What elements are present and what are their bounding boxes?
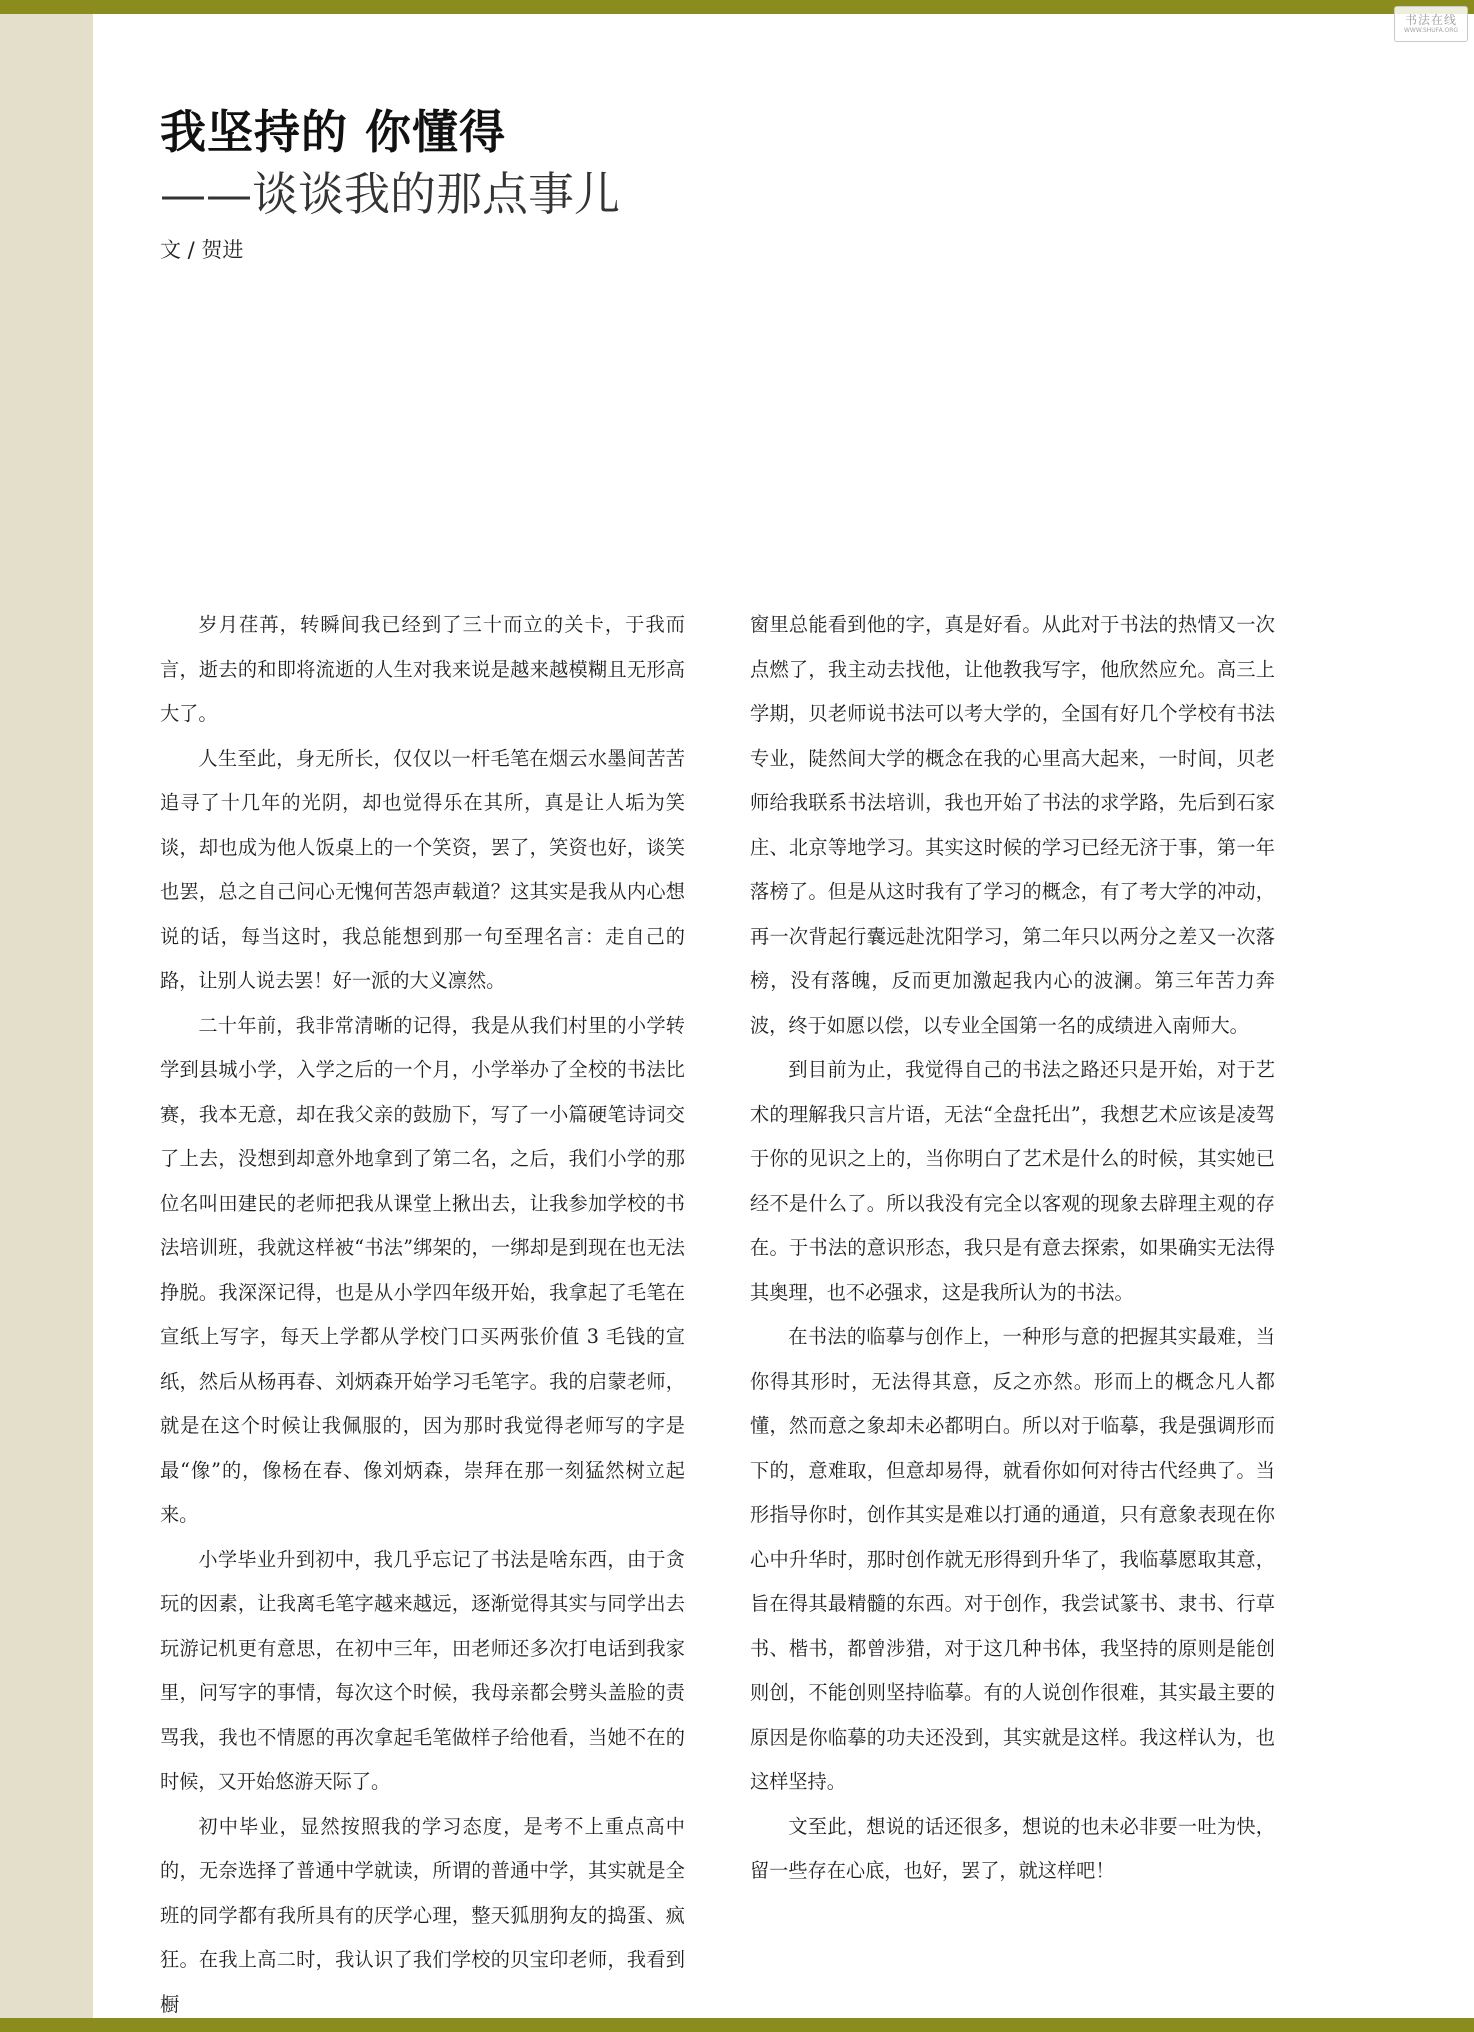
left-margin-strip [0, 14, 93, 2018]
article-title: 我坚持的 你懂得 [160, 105, 507, 159]
top-accent-bar [0, 0, 1474, 14]
paragraph: 文至此，想说的话还很多，想说的也未必非要一吐为快，留一些存在心底，也好，罢了，就这样吧！ [750, 1814, 1275, 1882]
paragraph: 在书法的临摹与创作上，一种形与意的把握其实最难，当你得其形时，无法得其意，反之亦然。形而上的概念凡人都懂，然而意之象却未必都明白。所以对于临摹，我是强调形而下的，意难取，但意却易得，就看你如何对待古代经典了。当形指导你时，创作其实是难以打通的通道，只有意象表现在你心中升华时，那时创作就无形得到升华了，我临摹愿取其意，旨在得其最精髓的东西。对于创作，我尝试篆书、隶书、行草书、楷书，都曾涉猎，对于这几种书体，我坚持的原则是能创则创，不能创则坚持临摹。有的人说创作很难，其实最主要的原因是你临摹的功夫还没到，其实就是这样。我这样认为，也这样坚持。 [750, 1325, 1275, 1793]
paragraph: 小学毕业升到初中，我几乎忘记了书法是啥东西，由于贪玩的因素，让我离毛笔字越来越远，逐渐觉得其实与同学出去玩游记机更有意思，在初中三年，田老师还多次打电话到我家里，问写字的事情，每次这个时候，我母亲都会劈头盖脸的责骂我，我也不情愿的再次拿起毛笔做样子给他看，当她不在的时候，又开始悠游天际了。 [160, 1547, 685, 1793]
watermark-url: WWW.SHUFA.ORG [1403, 27, 1459, 34]
text-column-left [160, 603, 685, 2027]
paragraph: 人生至此，身无所长，仅仅以一杆毛笔在烟云水墨间苦苦追寻了十几年的光阴，却也觉得乐在其所，真是让人垢为笑谈，却也成为他人饭桌上的一个笑资，罢了，笑资也好，谈笑也罢，总之自己问心无愧何苦怨声载道？这其实是我从内心想说的话，每当这时，我总能想到那一句至理名言：走自己的路，让别人说去罢！好一派的大义凛然。 [160, 746, 685, 992]
paragraph: 二十年前，我非常清晰的记得，我是从我们村里的小学转学到县城小学，入学之后的一个月，小学举办了全校的书法比赛，我本无意，却在我父亲的鼓励下，写了一小篇硬笔诗词交了上去，没想到却意外地拿到了第二名，之后，我们小学的那位名叫田建民的老师把我从课堂上揪出去，让我参加学校的书法培训班，我就这样被“书法”绑架的，一绑却是到现在也无法挣脱。我深深记得，也是从小学四年级开始，我拿起了毛笔在宣纸上写字，每天上学都从学校门口买两张价值 3 毛钱的宣纸，然后从杨再春、刘炳森开始学习毛笔字。我的启蒙老师，就是在这个时候让我佩服的，因为那时我觉得老师写的字是最“像”的，像杨在春、像刘炳森，崇拜在那一刻猛然树立起来。 [160, 1013, 685, 1526]
text-column-right [750, 603, 1275, 1894]
watermark-logo-text: 书法在线 [1404, 13, 1457, 27]
paragraph: 岁月荏苒，转瞬间我已经到了三十而立的关卡，于我而言，逝去的和即将流逝的人生对我来说是越来越模糊且无形高大了。 [160, 613, 685, 725]
paragraph: 窗里总能看到他的字，真是好看。从此对于书法的热情又一次点燃了，我主动去找他，让他教我写字，他欣然应允。高三上学期，贝老师说书法可以考大学的，全国有好几个学校有书法专业，陡然间大学的概念在我的心里高大起来，一时间，贝老师给我联系书法培训，我也开始了书法的求学路，先后到石家庄、北京等地学习。其实这时候的学习已经无济于事，第一年落榜了。但是从这时我有了学习的概念，有了考大学的冲动，再一次背起行囊远赴沈阳学习，第二年只以两分之差又一次落榜，没有落魄，反而更加激起我内心的波澜。第三年苦力奔波，终于如愿以偿，以专业全国第一名的成绩进入南师大。 [750, 613, 1275, 1037]
article-author: 文 / 贺进 [160, 238, 244, 262]
article-header [160, 100, 860, 270]
paragraph: 到目前为止，我觉得自己的书法之路还只是开始，对于艺术的理解我只言片语，无法“全盘托出”，我想艺术应该是凌驾于你的见识之上的，当你明白了艺术是什么的时候，其实她已经不是什么了。所以我没有完全以客观的现象去辟理主观的存在。于书法的意识形态，我只是有意去探索，如果确实无法得其奥理，也不必强求，这是我所认为的书法。 [750, 1058, 1275, 1304]
article-subtitle: ——谈谈我的那点事儿 [160, 167, 620, 221]
site-watermark-logo [1394, 6, 1468, 42]
paragraph: 初中毕业，显然按照我的学习态度，是考不上重点高中的，无奈选择了普通中学就读，所谓的普通中学，其实就是全班的同学都有我所具有的厌学心理，整天狐朋狗友的捣蛋、疯狂。在我上高二时，我认识了我们学校的贝宝印老师，我看到橱 [160, 1814, 685, 2016]
